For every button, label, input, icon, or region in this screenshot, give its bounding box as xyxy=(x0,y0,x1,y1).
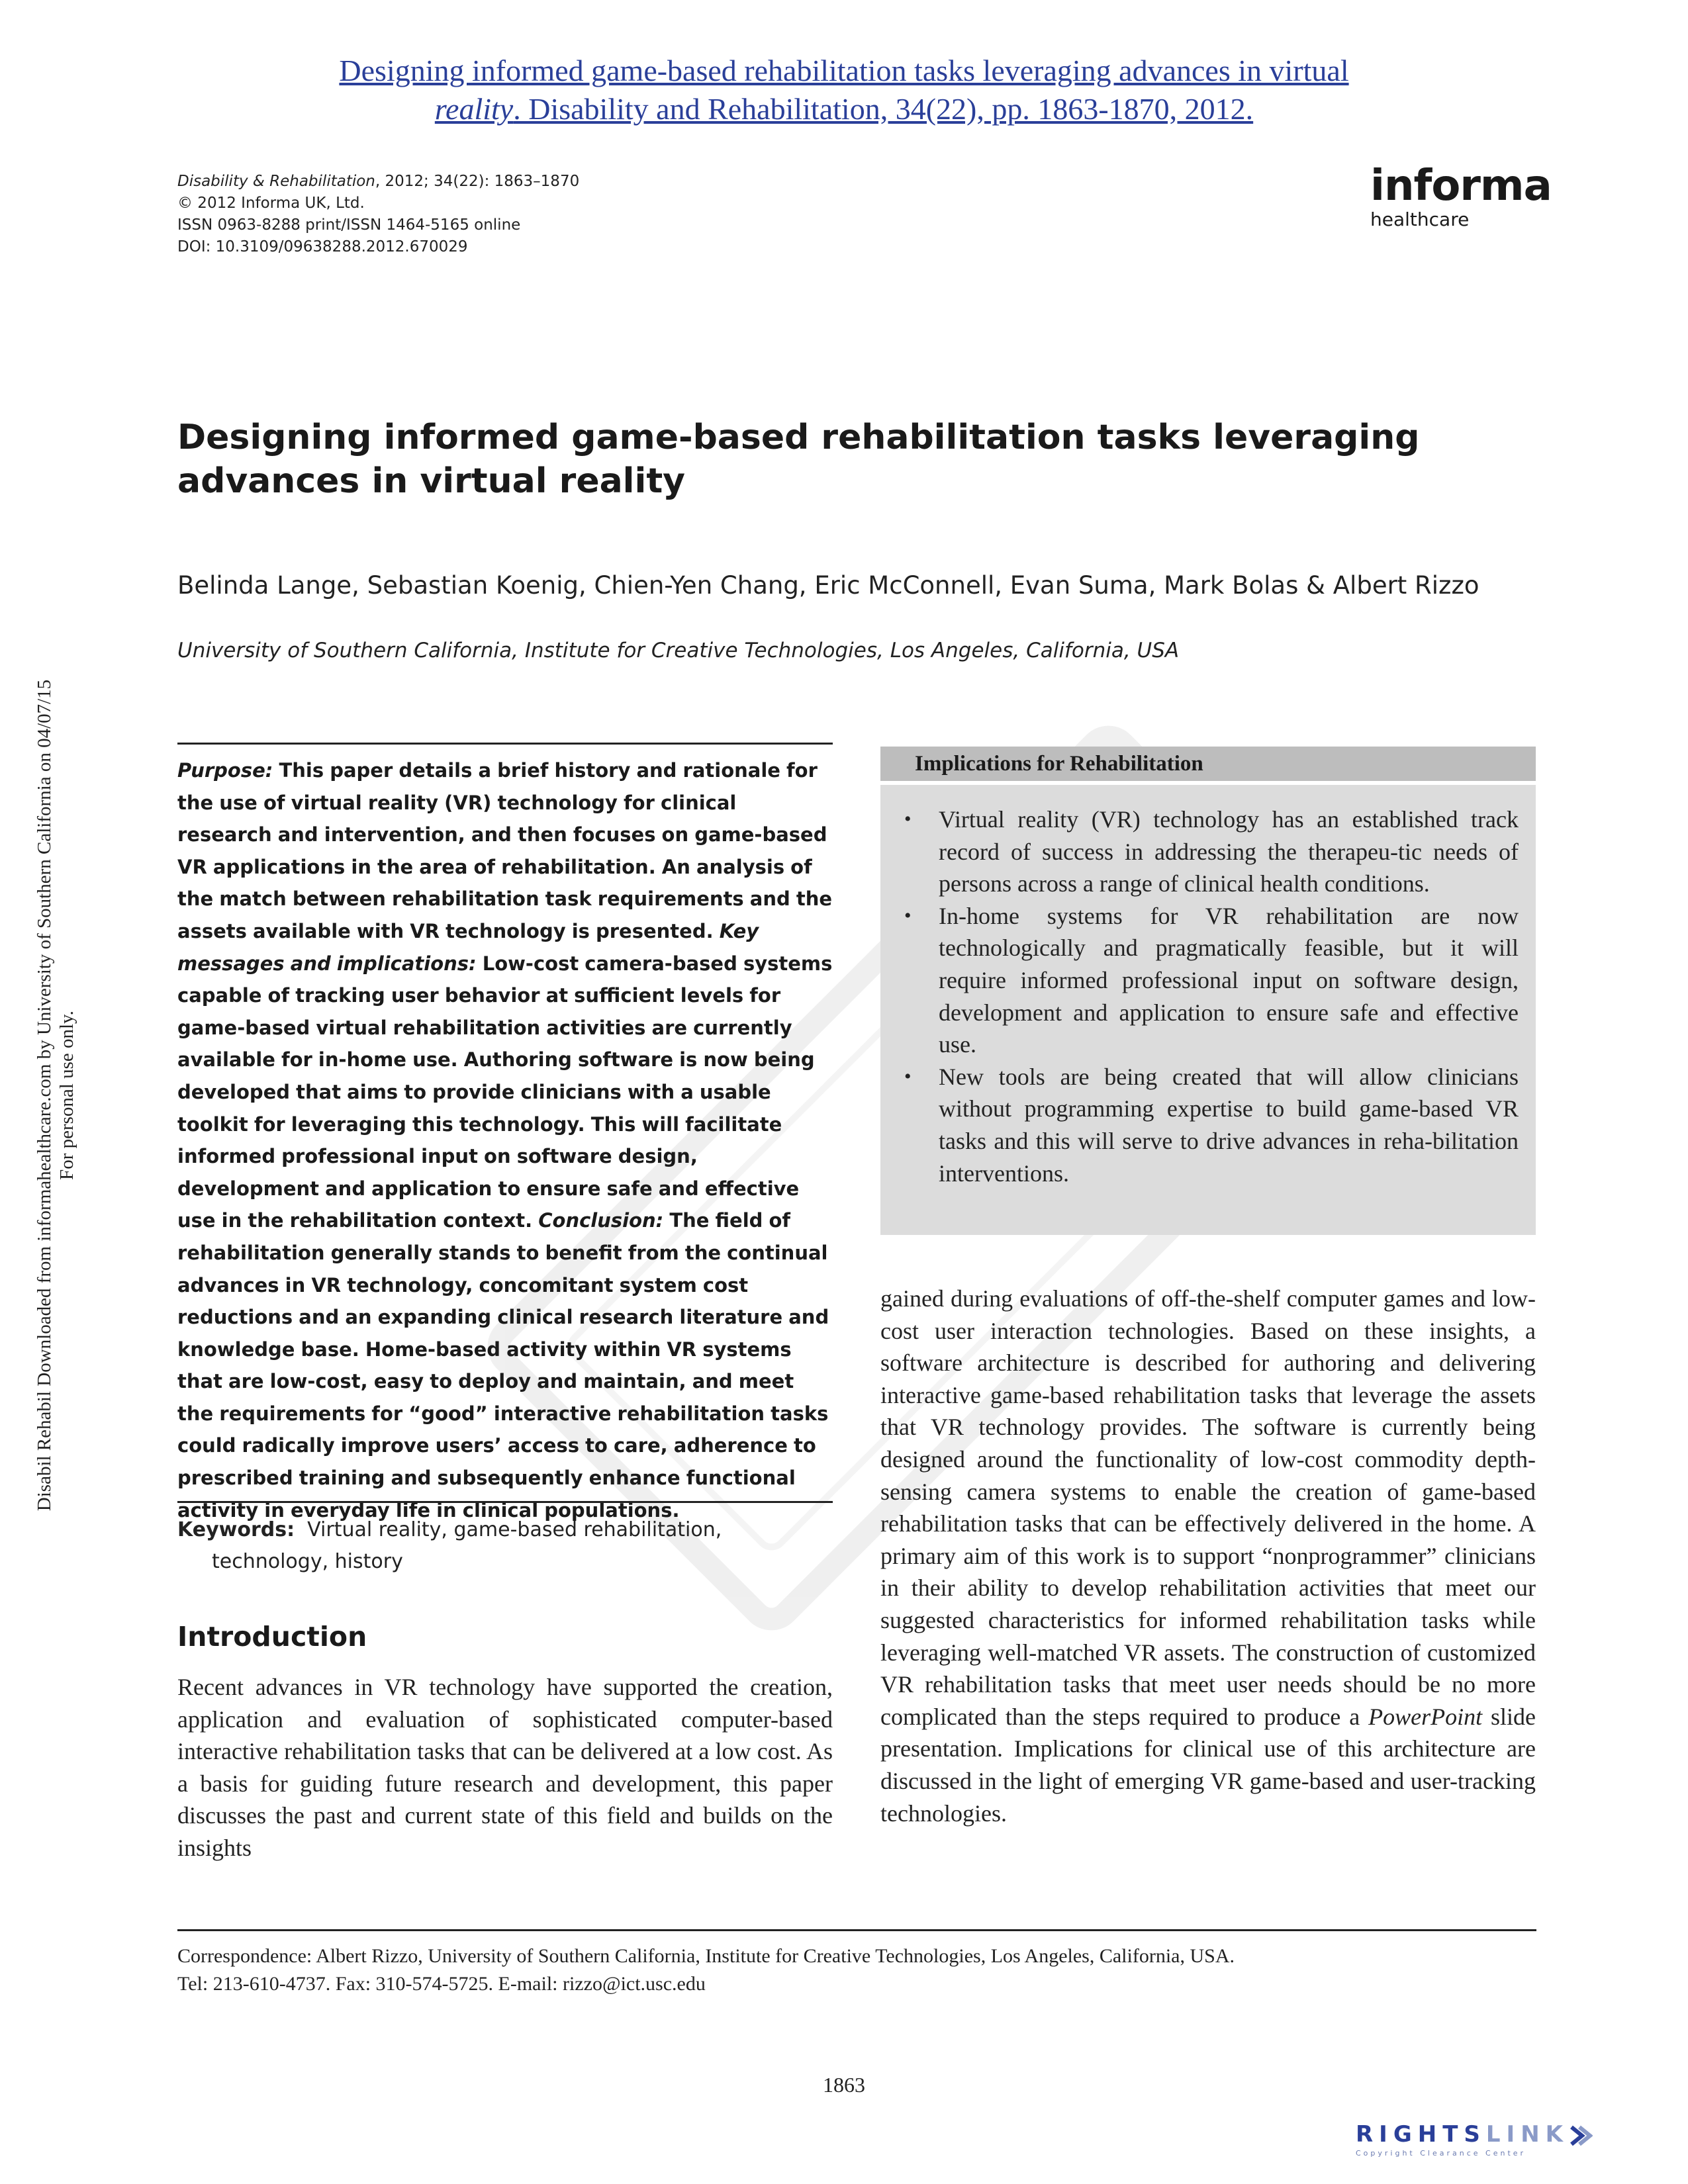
right-text-part-2: slide presentation. Implications for clinical use of this architecture are discussed in the light of emerging VR game-based and user-tracking technologies. xyxy=(880,1703,1536,1827)
correspondence-footnote xyxy=(177,1942,1541,1998)
citation-italic[interactable]: reality xyxy=(434,92,514,126)
bullet-icon: • xyxy=(904,808,912,830)
abstract xyxy=(177,754,833,1526)
author-list: Belinda Lange, Sebastian Koenig, Chien-Yen Chang, Eric McConnell, Evan Suma, Mark Bolas & Albert Rizzo xyxy=(177,571,1479,600)
implications-item-text: Virtual reality (VR) technology has an established track record of success in addressing the therapeu-tic needs of persons across a range of clinical health conditions. xyxy=(939,806,1519,897)
publisher-logo xyxy=(1370,161,1552,230)
journal-issue: , 2012; 34(22): 1863–1870 xyxy=(375,173,580,190)
implications-list xyxy=(880,785,1536,1189)
abstract-purpose-text: This paper details a brief history and rationale for the use of virtual reality (VR) technology for clinical research and intervention, and then focuses on game-based VR applications in the area of rehabilitation. An analysis of the match between rehabilitation task requirements and the assets available with VR technology is presented. xyxy=(177,759,833,942)
introduction-paragraph: Recent advances in VR technology have supported the creation, application and evaluation of sophisticated computer-based interactive rehabilitation tasks that can be delivered at a low cost. As a basis for guiding future research and development, this paper discusses the past and current state of this field and builds on the insights xyxy=(177,1674,833,1861)
keywords-line-2: technology, history xyxy=(212,1550,403,1573)
affiliation: University of Southern California, Institute for Creative Technologies, Los Angeles, California, USA xyxy=(177,639,1180,662)
abstract-key-text: Low-cost camera-based systems capable of tracking user behavior at sufficient levels for game-based virtual rehabilitation activities are currently available for in-home use. Authoring software is now being developed that aims to provide clinicians with a usable toolkit for leveraging this technology. This will facilitate informed professional input on software design, development and application to ensure safe and effective use in the rehabilitation context. xyxy=(177,952,833,1232)
implications-item xyxy=(904,1061,1519,1189)
citation-line-1[interactable] xyxy=(0,52,1688,90)
footer-rule xyxy=(177,1929,1536,1931)
correspondence-line-2: Tel: 213-610-4737. Fax: 310-574-5725. E-mail: rizzo@ict.usc.edu xyxy=(177,1973,706,1995)
implications-item-text: New tools are being created that will allow clinicians without programming expertise to build game-based VR tasks and this will serve to drive advances in reha-bilitation interventions. xyxy=(939,1063,1519,1187)
implications-box xyxy=(880,747,1536,1235)
bullet-icon: • xyxy=(904,904,912,927)
rightslink-sub: Copyright Clearance Center xyxy=(1356,2149,1526,2158)
implications-title: Implications for Rehabilitation xyxy=(880,747,1536,785)
side-note-line-2: For personal use only. xyxy=(56,1011,77,1180)
abstract-bottom-rule xyxy=(177,1501,833,1503)
implications-item xyxy=(904,900,1519,1061)
correspondence-line-1: Correspondence: Albert Rizzo, University of Southern California, Institute for Creative Technologies, Los Angeles, California, USA. xyxy=(177,1945,1235,1967)
journal-issue-line xyxy=(177,171,579,193)
rightslink-word-light[interactable]: LINK xyxy=(1485,2121,1569,2148)
abstract-purpose-label: Purpose: xyxy=(177,759,273,782)
keywords xyxy=(177,1514,833,1578)
citation-text-1[interactable]: Designing informed game-based rehabilitation tasks leveraging advances in virtual xyxy=(339,54,1349,87)
side-note-line-1: Disabil Rehabil Downloaded from informahealthcare.com by University of Southern California on 04/07/15 xyxy=(34,679,55,1512)
publisher-sub: healthcare xyxy=(1370,208,1470,230)
rightslink-word-dark[interactable]: RIGHTS xyxy=(1356,2121,1486,2148)
journal-info xyxy=(177,171,579,258)
abstract-conclusion-text: The field of rehabilitation generally stands to benefit from the continual advances in VR technology, concomitant system cost reductions and an expanding clinical research literature and knowledge base. Home-based activity within VR systems that are low-cost, easy to deploy and maintain, and meet the requirements for “good” interactive rehabilitation tasks could radically improve users’ access to care, adherence to prescribed training and subsequently enhance functional activity in everyday life in clinical populations. xyxy=(177,1209,829,1522)
paper-title: Designing informed game-based rehabilitation tasks leveraging advances in virtual reality xyxy=(177,418,1420,501)
implications-item xyxy=(904,803,1519,900)
page-number: 1863 xyxy=(823,2073,865,2097)
right-text-italic: PowerPoint xyxy=(1368,1703,1483,1730)
rightslink-logo[interactable] xyxy=(1356,2121,1660,2158)
journal-doi: DOI: 10.3109/09638288.2012.670029 xyxy=(177,238,468,255)
abstract-top-rule xyxy=(177,743,833,745)
publisher-brand: informa xyxy=(1370,161,1552,210)
implications-item-text: In-home systems for VR rehabilitation are now technologically and pragmatically feasible, but it will require informed professional input on software design, development and application to ensure safe and effective use. xyxy=(939,902,1519,1058)
bullet-icon: • xyxy=(904,1065,912,1087)
keywords-line-1: Virtual reality, game-based rehabilitation, xyxy=(307,1518,722,1541)
journal-copyright: © 2012 Informa UK, Ltd. xyxy=(177,195,365,212)
journal-issn: ISSN 0963-8288 print/ISSN 1464-5165 online xyxy=(177,216,521,234)
rightslink-word[interactable] xyxy=(1356,2121,1660,2148)
citation-text-2[interactable]: . Disability and Rehabilitation, 34(22), pp. 1863-1870, 2012. xyxy=(513,92,1254,126)
journal-name: Disability & Rehabilitation xyxy=(177,173,375,190)
abstract-key-label: Key messages and implications: xyxy=(177,919,759,975)
chevron-right-icon[interactable] xyxy=(1566,2124,1593,2147)
right-column-paragraph xyxy=(880,1283,1536,1829)
citation-line-2[interactable] xyxy=(0,90,1688,128)
section-heading-introduction: Introduction xyxy=(177,1621,367,1653)
keywords-label: Keywords: xyxy=(177,1518,295,1541)
right-text-part-1: gained during evaluations of off-the-shelf computer games and low-cost user interaction technologies. Based on these insights, a software architecture is described for authoring and delivering interactive game-based rehabilitation tasks that leverage the assets that VR technology provides. The software is currently being designed around the functionality of low-cost commodity depth-sensing camera systems to enable the creation of game-based rehabilitation tasks that can be effectively delivered in the home. A primary aim of this work is to support “nonprogrammer” clinicians in their ability to develop rehabilitation activities that meet our suggested characteristics for informed rehabilitation tasks while leveraging well-matched VR assets. The construction of customized VR rehabilitation tasks that meet user needs should be no more complicated than the steps required to produce a xyxy=(880,1285,1536,1730)
download-side-note xyxy=(33,642,99,1549)
abstract-conclusion-label: Conclusion: xyxy=(538,1209,664,1232)
citation-header[interactable] xyxy=(0,52,1688,128)
